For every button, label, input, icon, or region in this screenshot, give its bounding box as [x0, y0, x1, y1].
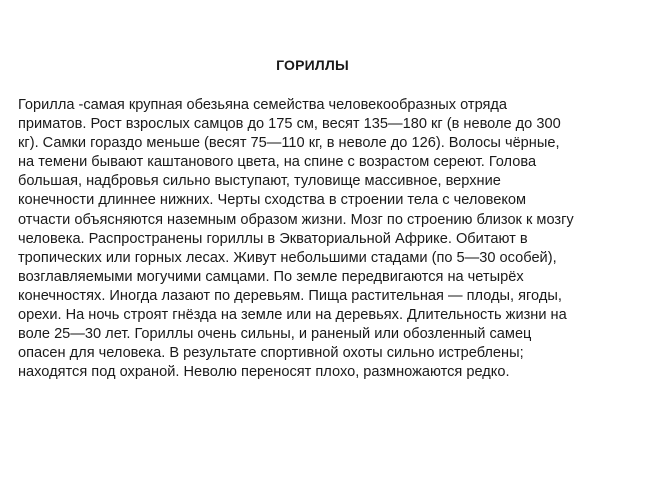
paragraph-line: Горилла -самая крупная обезьяна семейства человекообразных отряда — [18, 97, 508, 113]
document-title: ГОРИЛЛЫ — [276, 57, 349, 73]
paragraph-line: орехи. На ночь строят гнёзда на земле или на деревьях. Длительность жизни на — [18, 307, 567, 324]
paragraph-line: человека. Распространены гориллы в Экваториальной Африке. Обитают в — [18, 230, 528, 247]
paragraph-line: находятся под охраной. Неволю переносят плохо, размножаются редко. — [18, 364, 510, 381]
paragraph-line: тропических или горных лесах. Живут небольшими стадами (по 5—30 особей), — [18, 249, 557, 266]
paragraph-line: воле 25—30 лет. Гориллы очень сильны, и раненый или обозленный самец — [18, 326, 532, 343]
paragraph-line: конечностях. Иногда лазают по деревьям. Пища растительная — плоды, ягоды, — [18, 287, 562, 304]
paragraph-line: приматов. Рост взрослых самцов до 175 см, весят 135—180 кг (в неволе до 300 — [18, 116, 561, 133]
paragraph-line: конечности длиннее нижних. Черты сходства в строении тела с человеком — [18, 192, 527, 209]
paragraph-line: большая, надбровья сильно выступают, туловище массивное, верхние — [18, 173, 501, 190]
paragraph-line: кг). Самки гораздо меньше (весят 75—110 кг, в неволе до 126). Волосы чёрные, — [18, 135, 560, 152]
paragraph-line: отчасти объясняются наземным образом жизни. Мозг по строению близок к мозгу — [18, 211, 574, 228]
paragraph-line: опасен для человека. В результате спортивной охоты сильно истреблены; — [18, 345, 524, 362]
paragraph-line: возглавляемыми могучими самцами. По земле передвигаются на четырёх — [18, 268, 524, 285]
body-paragraph — [18, 96, 638, 382]
paragraph-line: на темени бывают каштанового цвета, на спине с возрастом сереют. Голова — [18, 154, 537, 171]
